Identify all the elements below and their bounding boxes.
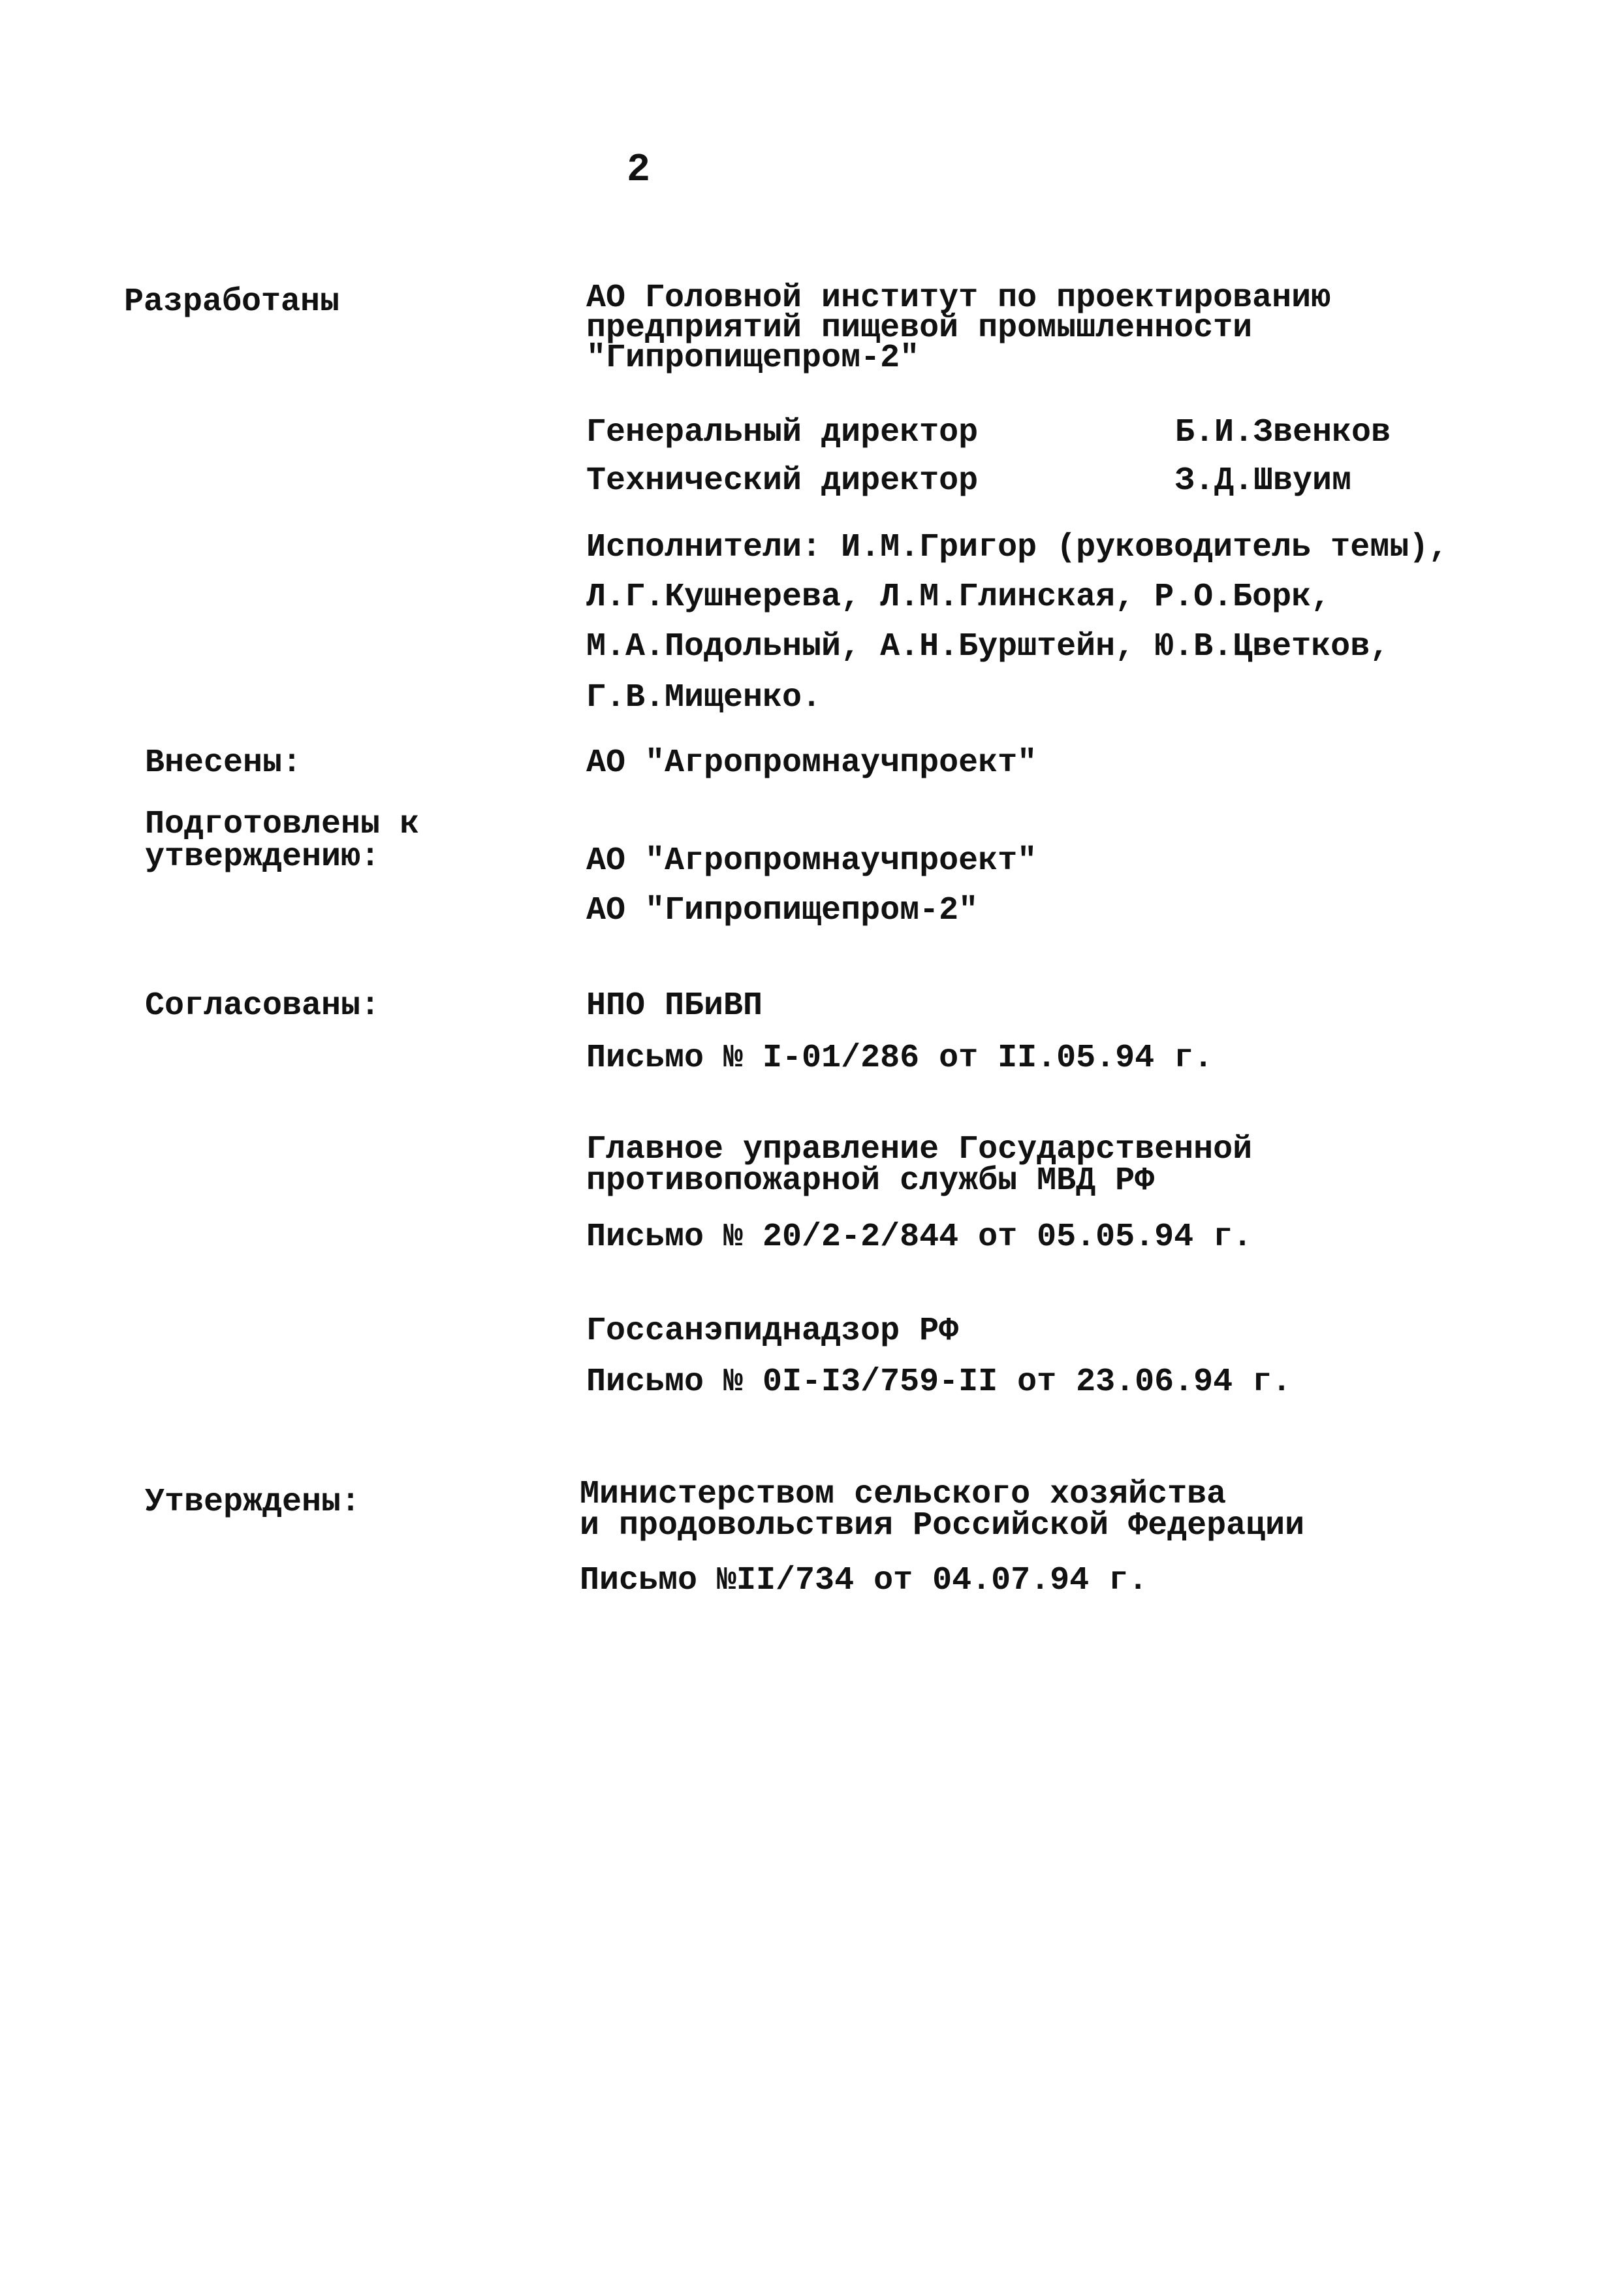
- agreed-block-1-letter: Письмо № I-01/286 от II.05.94 г.: [586, 1040, 1214, 1077]
- official-name-1: Б.И.Звенков: [1175, 414, 1391, 451]
- official-title-2: Технический директор: [586, 462, 979, 500]
- official-title-1: Генеральный директор: [586, 414, 979, 451]
- approved-letter: Письмо №II/734 от 04.07.94 г.: [580, 1562, 1148, 1599]
- developed-label: Разработаны: [124, 283, 340, 321]
- introduced-label: Внесены:: [145, 744, 302, 782]
- agreed-block-2-line-2: противопожарной службы МВД РФ: [586, 1162, 1155, 1200]
- executors-line-4: Г.В.Мищенко.: [586, 679, 822, 716]
- page-number: 2: [627, 148, 651, 193]
- agreed-block-3-line-1: Госсанэпиднадзор РФ: [586, 1313, 959, 1350]
- executors-line-2: Л.Г.Кушнерева, Л.М.Глинская, Р.О.Борк,: [586, 579, 1331, 616]
- prepared-label-line-2: утверждению:: [145, 838, 381, 876]
- prepared-value-2: АО "Гипропищепром-2": [586, 892, 979, 929]
- approved-label: Утверждены:: [145, 1484, 361, 1521]
- agreed-block-1-line-1: НПО ПБиВП: [586, 987, 763, 1025]
- developer-org-line-2: предприятий пищевой промышленности: [586, 310, 1253, 347]
- prepared-label-line-1: Подготовлены к: [145, 806, 420, 843]
- agreed-block-2-letter: Письмо № 20/2-2/844 от 05.05.94 г.: [586, 1219, 1253, 1256]
- approved-line-1: Министерством сельского хозяйства: [580, 1476, 1227, 1513]
- developer-org-line-3: "Гипропищепром-2": [586, 340, 920, 377]
- executors-line-1: Исполнители: И.М.Григор (руководитель темы),: [586, 529, 1449, 566]
- executors-line-3: М.А.Подольный, А.Н.Бурштейн, Ю.В.Цветков,: [586, 628, 1390, 665]
- developer-org-line-1: АО Головной институт по проектированию: [586, 279, 1331, 317]
- introduced-value: АО "Агропромнаучпроект": [586, 744, 1037, 782]
- official-name-2: З.Д.Швуим: [1175, 462, 1352, 500]
- prepared-value-1: АО "Агропромнаучпроект": [586, 842, 1037, 880]
- agreed-block-2-line-1: Главное управление Государственной: [586, 1131, 1253, 1168]
- agreed-block-3-letter: Письмо № 0I-I3/759-II от 23.06.94 г.: [586, 1363, 1292, 1401]
- agreed-label: Согласованы:: [145, 987, 381, 1025]
- approved-line-2: и продовольствия Российской Федерации: [580, 1507, 1305, 1544]
